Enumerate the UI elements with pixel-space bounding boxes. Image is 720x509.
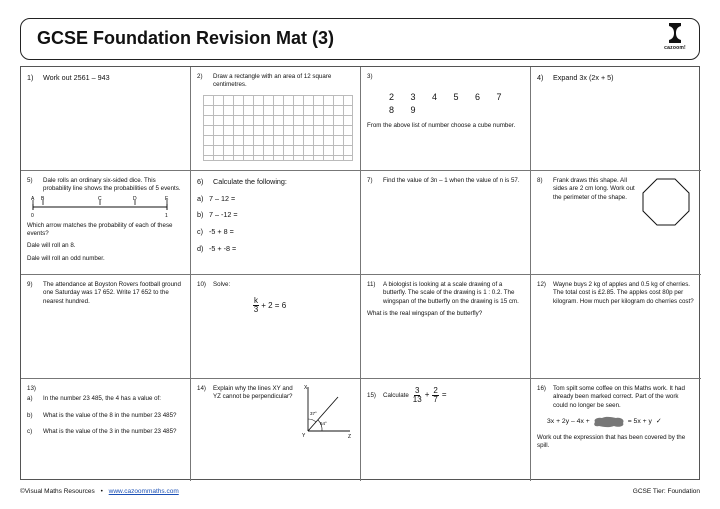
operator: + [424,390,430,400]
logo-text: cazoom! [664,45,686,51]
question-text: Frank draws this shape. All sides are 2 cm long. Work out the perimeter of the shape. [553,177,635,201]
part-text: In the number 23 485, the 4 has a value of: [43,395,161,403]
angle-1: 37° [310,411,317,416]
question-number: 10) [197,281,206,288]
question-text: From the above list of number choose a cube number. [367,121,516,129]
part-expression: 7 – -12 = [209,210,238,220]
question-3 [361,67,531,171]
question-text: A biologist is looking at a scale drawing of a butterfly. The scale of the drawing is 1 : 0.2. The wingspan of the butterfly on the drawing is 15 cm. [383,281,519,305]
question-9 [21,275,191,379]
footer-bullet: • [100,488,103,495]
footer-tier: GCSE Tier: Foundation [632,488,700,495]
question-text: The attendance at Boyston Rovers football ground one Saturday was 17 652. Write 17 652 to the nearest hundred. [43,281,181,305]
question-number: 12) [537,281,546,288]
question-text: Calculate the following: [213,177,287,186]
question-7 [361,171,531,275]
spilled-equation [547,416,695,428]
label-y: Y [302,433,306,439]
square-grid[interactable] [203,95,353,161]
denominator: 13 [412,395,422,405]
equals: = [441,390,447,400]
label-e: E [165,195,169,202]
part-label: a) [27,395,33,403]
tick-icon: ✓ [655,418,662,426]
question-number: 8) [537,177,543,184]
question-5 [21,171,191,275]
label-zero: 0 [31,212,34,218]
fraction-2 [432,387,438,405]
angle-2: 54° [320,421,327,426]
part-label: c) [197,227,203,237]
question-13 [21,379,191,481]
question-2 [191,67,361,171]
question-10 [191,275,361,379]
part-text: What is the value of the 3 in the number 23 485? [43,428,177,436]
denominator: 3 [253,305,259,315]
denominator: 7 [433,395,438,405]
question-6 [191,171,361,275]
part-label: a) [197,193,204,203]
question-number: 16) [537,385,546,392]
question-number: 1) [27,73,34,82]
probability-line [27,196,177,218]
revision-grid [20,66,700,480]
number-list: 2 3 4 5 6 7 8 9 [389,92,509,115]
equation-lhs: 3x + 2y – 4x + [547,418,590,426]
event-1: Dale will roll an 8. [27,242,76,250]
question-text: Work out 2561 – 943 [43,73,110,82]
question-text: Solve: [213,281,231,288]
event-2: Dale will roll an odd number. [27,254,105,262]
equation-rest: + 2 = 6 [261,301,287,310]
footer-credit [20,488,179,495]
question-number: 13) [27,385,36,392]
question-prompt: What is the real wingspan of the butterfly? [367,310,483,318]
question-number: 7) [367,177,373,184]
question-number: 4) [537,73,544,82]
label-c: C [98,195,102,202]
question-14 [191,379,361,481]
question-number: 11) [367,281,376,288]
angle-diagram [298,383,354,441]
question-number: 2) [197,73,203,80]
question-text: Draw a rectangle with an area of 12 square centimetres. [213,73,332,89]
question-1 [21,67,191,171]
question-text: Explain why the lines XY and YZ cannot be perpendicular? [213,385,293,401]
question-text: Dale rolls an ordinary six-sided dice. This probability line shows the probabilities of 5 events. [43,177,181,193]
part-label: d) [197,243,204,253]
equation [253,297,286,315]
question-15 [361,379,531,481]
part-label: c) [27,428,33,436]
numerator: k [254,296,258,305]
question-number: 3) [367,73,373,80]
part-expression: -5 + 8 = [209,227,234,237]
numerator: 3 [415,386,420,395]
label-x: X [304,385,308,391]
equation-rhs: = 5x + y [627,418,652,426]
label-a: A [31,195,35,202]
part-label: b) [197,210,204,220]
part-label: b) [27,411,33,419]
logo-icon [668,22,682,44]
coffee-spill-icon [592,416,626,428]
question-text: Expand 3x (2x + 5) [553,73,614,82]
page-title: GCSE Foundation Revision Mat (3) [37,28,335,48]
label-one: 1 [165,212,168,218]
label-b: B [41,195,45,202]
octagon-shape [641,177,691,227]
question-text: Tom spilt some coffee on this Maths work. It had already been marked correct. Part of the work could no longer be seen. [553,385,685,409]
question-number: 6) [197,177,204,186]
question-4 [531,67,701,171]
question-16 [531,379,701,481]
part-expression: -5 + -8 = [209,243,237,253]
numerator: 2 [433,386,438,395]
label-d: D [133,195,137,202]
header-banner [20,18,700,60]
question-number: 15) [367,391,376,399]
question-11 [361,275,531,379]
question-prompt: Which arrow matches the probability of each of these events? [27,221,173,238]
question-number: 5) [27,177,33,184]
question-text: Find the value of 3n – 1 when the value of n is 57. [383,177,520,184]
question-prompt: Work out the expression that has been covered by the spill. [537,434,686,450]
fraction [253,297,259,315]
cazoom-logo [659,22,691,56]
label-z: Z [348,434,352,440]
website-link[interactable]: www.cazoommaths.com [108,488,179,495]
question-text: Calculate [383,391,409,399]
copyright-text: ©Visual Maths Resources [20,488,95,495]
question-12 [531,275,701,379]
part-text: What is the value of the 8 in the number 23 485? [43,411,177,419]
part-expression: 7 – 12 = [209,193,236,203]
question-8 [531,171,701,275]
question-text: Wayne buys 2 kg of apples and 0.5 kg of cherries. The total cost is £2.85. The apples cost 80p per kilogram. How much per kilogram do cherries cost? [553,281,694,305]
question-number: 14) [197,385,206,392]
fraction-1 [413,387,422,405]
question-number: 9) [27,281,33,288]
